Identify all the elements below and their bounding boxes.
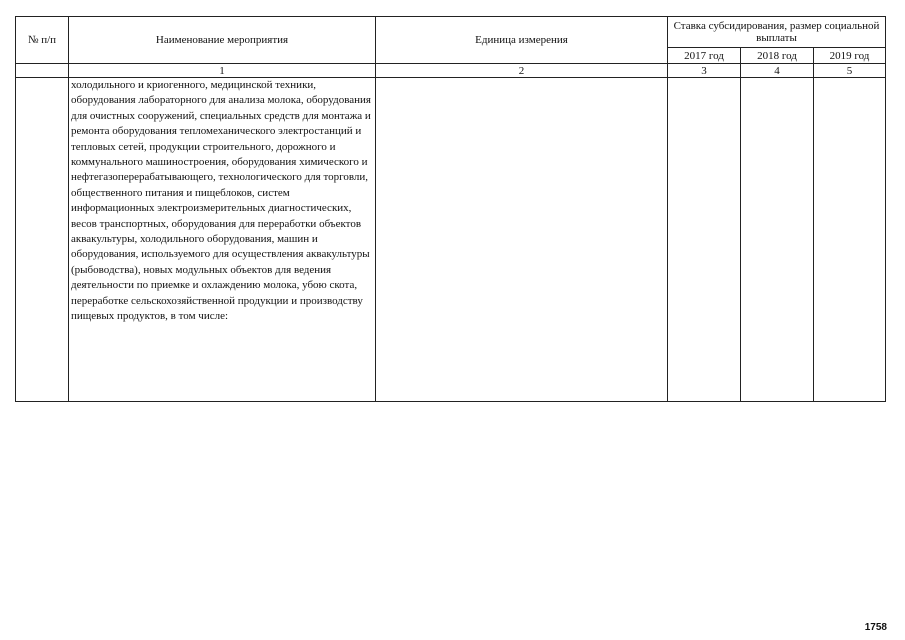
subsidy-table — [15, 16, 886, 402]
row-value-2017 — [668, 78, 741, 402]
page-number: 1758 — [864, 622, 887, 633]
header-rate-group: Ставка субсидирования, размер социальной выплаты — [668, 17, 886, 48]
row-value-2019 — [814, 78, 886, 402]
header-name: Наименование мероприятия — [69, 17, 376, 64]
row-num — [16, 78, 69, 402]
row-description: холодильного и криогенного, медицинской техники, оборудования лабораторного для анализа молока, оборудования для очистных сооружений, специальных средств для монтажа и ремонта оборудования тепломеханического электростанций и тепловых сетей, продукции строительного, дорожного и коммунального машиностроения, оборудования химического и нефтегазоперерабатывающего, технологического для торговли, общественного питания и пищеблоков, систем информационных электроизмерительных диагностических, весов транспортных, оборудования для переработки объектов аквакультуры, холодильного оборудования, машин и оборудования, используемого для осуществления аквакультуры (рыбоводства), новых модульных объектов для ведения деятельности по приемке и охлаждению молока, убою скота, переработке сельскохозяйственной продукции и производству пищевых продуктов, в том числе: — [69, 78, 376, 402]
row-unit — [376, 78, 668, 402]
row-value-2018 — [741, 78, 814, 402]
column-number-5: 5 — [814, 64, 886, 78]
column-number-empty — [16, 64, 69, 78]
column-number-3: 3 — [668, 64, 741, 78]
header-num: № п/п — [16, 17, 69, 64]
header-year-2018: 2018 год — [741, 48, 814, 64]
column-number-row — [16, 64, 886, 78]
column-number-2: 2 — [376, 64, 668, 78]
header-unit: Единица измерения — [376, 17, 668, 64]
header-year-2017: 2017 год — [668, 48, 741, 64]
table-row — [16, 78, 886, 402]
column-number-1: 1 — [69, 64, 376, 78]
header-year-2019: 2019 год — [814, 48, 886, 64]
column-number-4: 4 — [741, 64, 814, 78]
